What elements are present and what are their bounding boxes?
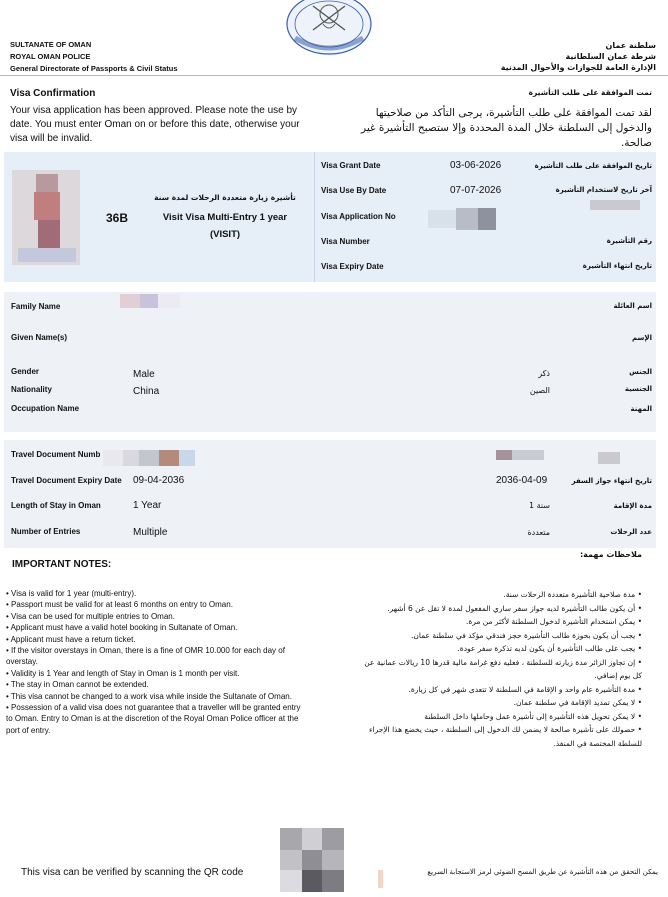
note-ar-item: • إن تجاوز الزائر مدة زيارته للسلطنة ، فعليه دفع غرامة مالية قدرها 10 ريالات عمانية عن كل يوم إضافي. <box>362 656 642 683</box>
given-names-label-ar: الإسم <box>632 334 652 342</box>
header-divider <box>0 75 668 76</box>
travel-doc-expiry-label-ar: تاريخ انتهاء جواز السفر <box>571 477 652 485</box>
notes-list-en <box>6 588 306 736</box>
occupation-label-ar: المهنة <box>630 405 652 413</box>
visa-use-by-date-value: 07-07-2026 <box>450 185 502 196</box>
note-ar-item: • يمكن استخدام التأشيرة لدخول السلطنة لأكثر من مرة. <box>362 615 642 629</box>
gender-value-ar: ذكر <box>538 369 550 378</box>
personal-details-panel <box>4 292 656 432</box>
header-en-line-2: ROYAL OMAN POLICE <box>10 52 91 61</box>
visa-use-by-date-label: Visa Use By Date <box>321 186 387 195</box>
note-ar-item: • لا يمكن تحويل هذه التأشيرة إلى تأشيرة عمل وحاملها داخل السلطنة <box>362 710 642 724</box>
travel-document-panel <box>4 440 656 548</box>
visa-type-ar: تأشيرة زيارة متعددة الرحلات لمدة سنة <box>154 193 296 202</box>
note-en-item: • Applicant must have a valid hotel booking in Sultanate of Oman. <box>6 622 306 633</box>
number-of-entries-value: Multiple <box>133 527 168 538</box>
length-of-stay-label-ar: مدة الإقامة <box>613 502 652 510</box>
note-ar-item: • حصولك على تأشيرة صالحة لا يضمن لك الدخول إلى السلطنة ، حيث يخضع هذا الإجراء للسلطة المختصة في المنفذ. <box>362 723 642 750</box>
visa-grant-date-value: 03-06-2026 <box>450 160 502 171</box>
applicant-photo <box>12 170 80 265</box>
notes-list-ar <box>362 588 642 750</box>
visa-use-by-date-label-ar: آخر تاريخ لاستخدام التأشيرة <box>555 186 652 194</box>
note-en-item: • This visa cannot be changed to a work visa while inside the Sultanate of Oman. <box>6 691 306 702</box>
verify-text-ar: يمكن التحقق من هذه التأشيرة عن طريق المسح الضوئي لرمز الاستجابة السريع <box>427 868 658 876</box>
travel-doc-expiry-value-ar: 2036-04-09 <box>496 475 548 486</box>
travel-doc-expiry-label: Travel Document Expiry Date <box>11 476 122 485</box>
header-ar-line-1: سلطنة عمان <box>605 41 656 50</box>
note-en-item: • Visa can be used for multiple entries to Oman. <box>6 611 306 622</box>
note-en-item: • If the visitor overstays in Oman, there is a fine of OMR 10.000 for each day of overstay. <box>6 645 306 668</box>
length-of-stay-value: 1 Year <box>133 500 162 511</box>
header-en-line-3: General Directorate of Passports & Civil Status <box>10 64 178 73</box>
travel-doc-number-label: Travel Document Numb <box>11 450 101 459</box>
visa-type-en: Visit Visa Multi-Entry 1 year <box>162 212 288 223</box>
redacted-mark <box>378 870 383 888</box>
note-ar-item: • يجب على طالب التأشيرة أن يكون لديه تذكرة سفر عودة. <box>362 642 642 656</box>
number-of-entries-label-ar: عدد الرحلات <box>610 528 652 536</box>
visa-application-no-label: Visa Application No <box>321 212 396 221</box>
note-en-item: • The stay in Oman cannot be extended. <box>6 679 306 690</box>
royal-oman-police-emblem-icon <box>283 0 375 60</box>
qr-code[interactable] <box>280 828 344 892</box>
number-of-entries-label: Number of Entries <box>11 527 81 536</box>
visa-expiry-date-label: Visa Expiry Date <box>321 262 384 271</box>
gender-value: Male <box>133 369 155 380</box>
occupation-label: Occupation Name <box>11 404 80 413</box>
notes-title-ar: ملاحظات مهمة: <box>579 550 642 559</box>
nationality-label: Nationality <box>11 385 52 394</box>
note-en-item: • Visa is valid for 1 year (multi-entry). <box>6 588 306 599</box>
note-ar-item: • يجب أن يكون بحوزة طالب التأشيرة حجز فندقي مؤكد في سلطنة عمان. <box>362 629 642 643</box>
note-ar-item: • مدة التأشيرة عام واحد و الإقامة في السلطنة لا تتعدى شهر في كل زيارة. <box>362 683 642 697</box>
visa-expiry-date-label-ar: تاريخ انتهاء التأشيرة <box>582 262 652 270</box>
length-of-stay-value-ar: سنة 1 <box>528 501 550 510</box>
note-en-item: • Validity is 1 Year and length of Stay in Oman is 1 month per visit. <box>6 668 306 679</box>
header-ar-line-3: الإدارة العامة للجوازات والأحوال المدنية <box>500 63 656 72</box>
visa-grant-date-label-ar: تاريخ الموافقة على طلب التأشيرة <box>534 162 652 170</box>
header-ar-line-2: شرطة عمان السلطانية <box>565 52 656 61</box>
gender-label: Gender <box>11 367 40 376</box>
redacted-travel-doc-number-ar <box>496 450 544 460</box>
length-of-stay-label: Length of Stay in Oman <box>11 501 101 510</box>
visa-grant-date-label: Visa Grant Date <box>321 161 381 170</box>
header-en <box>10 39 178 75</box>
visa-category: (VISIT) <box>209 229 241 240</box>
number-of-entries-value-ar: متعددة <box>527 528 550 537</box>
redacted-family-name <box>120 294 180 308</box>
nationality-label-ar: الجنسية <box>624 385 652 393</box>
header-ar <box>501 40 656 73</box>
visa-number-label-ar: رقم التأشيرة <box>606 237 652 245</box>
confirmation-body-en: Your visa application has been approved. Please note the use by date. You must enter Oman on or before this date, otherwise your visa will be invalid. <box>10 105 300 144</box>
confirmation-title-ar: تمت الموافقة على طلب التأشيرة <box>528 88 652 97</box>
visa-panel-divider <box>314 152 315 282</box>
note-en-item: • Possession of a valid visa does not guarantee that a traveller will be granted entry to Oman. Entry to Oman is at the discretion of the Royal Oman Police officer at the port of entry. <box>6 702 306 736</box>
confirmation-body-ar: لقد تمت الموافقة على طلب التأشيرة، يرجى التأكد من صلاحيتها والدخول إلى السلطنة خلال المدة المحددة وإلا ستصبح التأشيرة غير صالحة. <box>361 107 652 149</box>
note-ar-item: • لا يمكن تمديد الإقامة في سلطنة عمان. <box>362 696 642 710</box>
note-en-item: • Applicant must have a return ticket. <box>6 634 306 645</box>
given-names-label: Given Name(s) <box>11 333 68 342</box>
visa-number-label: Visa Number <box>321 237 370 246</box>
note-ar-item: • مدة صلاحية التأشيرة متعددة الرحلات سنة. <box>362 588 642 602</box>
redacted-application-number <box>428 208 496 230</box>
note-ar-item: • أن يكون طالب التأشيرة لديه جواز سفر ساري المفعول لمدة لا تقل عن 6 أشهر. <box>362 602 642 616</box>
note-en-item: • Passport must be valid for at least 6 months on entry to Oman. <box>6 599 306 610</box>
gender-label-ar: الجنس <box>629 368 652 376</box>
confirmation-title-en: Visa Confirmation <box>10 88 96 99</box>
notes-title-en: IMPORTANT NOTES: <box>12 559 112 570</box>
visa-code: 36B <box>106 211 129 225</box>
nationality-value: China <box>133 386 160 397</box>
verify-text-en: This visa can be verified by scanning the QR code <box>21 867 244 878</box>
travel-doc-expiry-value: 09-04-2036 <box>133 475 185 486</box>
redacted-application-ar <box>590 200 640 210</box>
header-en-line-1: SULTANATE OF OMAN <box>10 40 92 49</box>
redacted-travel-doc-number <box>103 448 195 468</box>
family-name-label-ar: اسم العائلة <box>613 302 652 310</box>
family-name-label: Family Name <box>11 302 61 311</box>
redacted-travel-doc-label-ar <box>598 452 620 464</box>
nationality-value-ar: الصين <box>529 386 550 395</box>
